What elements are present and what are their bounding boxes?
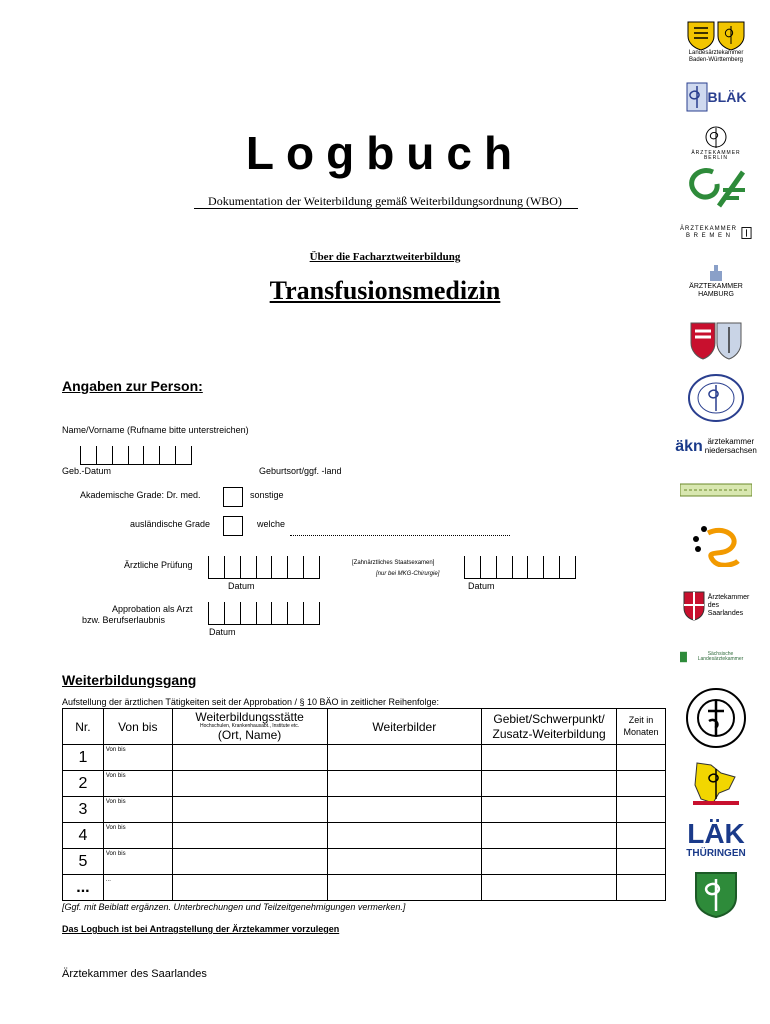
- row-von-bis[interactable]: Von bis: [103, 745, 172, 771]
- bw-label: Landesärztekammer Baden-Württemberg: [688, 50, 744, 63]
- dental-exam-date-label: Datum: [468, 581, 495, 591]
- subtitle: Dokumentation der Weiterbildung gemäß Weiterbildungsordnung (WBO): [208, 194, 562, 208]
- col-site-ort: (Ort, Name): [217, 728, 282, 743]
- row-nr: 3: [63, 797, 104, 823]
- logo-rheinland-pfalz-icon: [680, 520, 752, 570]
- row-time-cell[interactable]: [617, 823, 666, 849]
- row-time-cell[interactable]: [617, 745, 666, 771]
- subtitle-underline: [194, 208, 578, 209]
- hamburg-label-1: ÄRZTEKAMMER: [689, 283, 743, 291]
- foreign-degree-checkbox[interactable]: [223, 516, 243, 536]
- exam-date-field[interactable]: [208, 556, 320, 579]
- col-site-title: Weiterbildungsstätte: [195, 710, 304, 725]
- dental-exam-label: [Zahnärztliches Staatsexamen]: [352, 560, 435, 566]
- logo-aekn: [675, 430, 757, 464]
- logo-bremen: [680, 218, 752, 248]
- table-row[interactable]: [63, 771, 666, 797]
- academic-other-label: sonstige: [250, 490, 284, 500]
- page-title: Logbuch: [245, 127, 525, 179]
- row-time-cell[interactable]: [617, 875, 666, 901]
- logo-schleswig-holstein: [680, 758, 752, 808]
- sachsen-crest-icon: [680, 651, 687, 663]
- row-site-cell[interactable]: [172, 823, 327, 849]
- col-time-2: Monaten: [623, 726, 659, 737]
- sachsen-anhalt-seal-icon: [685, 687, 747, 749]
- row-area-cell[interactable]: [482, 823, 617, 849]
- row-site-cell[interactable]: [172, 797, 327, 823]
- specialty-title: Transfusionsmedizin: [269, 276, 501, 305]
- row-trainer-cell[interactable]: [327, 849, 482, 875]
- foreign-degree-label: ausländische Grade: [130, 519, 211, 529]
- row-site-cell[interactable]: [172, 875, 327, 901]
- table-row[interactable]: [63, 797, 666, 823]
- row-area-cell[interactable]: [482, 745, 617, 771]
- logo-brandenburg-icon: [680, 164, 752, 214]
- col-time-1: Zeit in: [628, 714, 654, 725]
- nordrhein-banner-icon: [680, 482, 752, 500]
- saar-text: [708, 594, 750, 617]
- row-area-cell[interactable]: [482, 797, 617, 823]
- col-area-1: Gebiet/Schwerpunkt/: [493, 712, 605, 727]
- table-row[interactable]: [63, 823, 666, 849]
- bremen-key-icon: [741, 226, 752, 240]
- bremen-text: [680, 226, 737, 239]
- table-row[interactable]: [63, 849, 666, 875]
- row-trainer-cell[interactable]: [327, 797, 482, 823]
- row-trainer-cell[interactable]: [327, 745, 482, 771]
- col-trainer: Weiterbilder: [327, 709, 482, 745]
- logo-saarland: [680, 586, 752, 626]
- foreign-which-label: welche: [257, 519, 286, 529]
- logo-baden-wuerttemberg: [680, 14, 752, 70]
- row-von-bis[interactable]: Von bis: [103, 771, 172, 797]
- submit-note: Das Logbuch ist bei Antragstellung der Ärztekammer vorzulegen: [62, 924, 340, 934]
- training-intro: Aufstellung der ärztlichen Tätigkeiten seit der Approbation / § 10 BÄO in zeitlicher Reihenfolge:: [62, 697, 440, 707]
- col-area: [482, 709, 617, 745]
- row-time-cell[interactable]: [617, 849, 666, 875]
- approbation-date-label: Datum: [209, 627, 236, 637]
- issuer-footer: Ärztekammer des Saarlandes: [62, 968, 207, 980]
- col-von-bis: Von bis: [103, 709, 172, 745]
- col-site: [172, 709, 327, 745]
- row-trainer-cell[interactable]: [327, 875, 482, 901]
- exam-label: Ärztliche Prüfung: [124, 560, 193, 570]
- hessen-crest-icon: [687, 321, 745, 361]
- row-area-cell[interactable]: [482, 849, 617, 875]
- aekn-label-2: ärztekammer: [707, 437, 755, 447]
- table-header-row: [63, 709, 666, 745]
- logo-berlin: [680, 124, 752, 162]
- blaek-crest-icon: [686, 82, 708, 112]
- saar-label-3: Saarlandes: [707, 609, 744, 617]
- sh-map-icon: [689, 759, 743, 807]
- birthplace-label: Geburtsort/ggf. -land: [259, 466, 342, 476]
- aekn-label-3: niedersachsen: [704, 446, 757, 455]
- dr-med-checkbox[interactable]: [223, 487, 243, 507]
- rlp-swirl-icon: [688, 523, 744, 567]
- row-nr: 1: [63, 745, 104, 771]
- thueringen-abbrev: LÄK: [687, 817, 745, 849]
- logo-westfalen-lippe: [680, 870, 752, 920]
- logo-hessen: [680, 318, 752, 364]
- bremen-label-1: ÄRZTEKAMMER: [680, 226, 738, 233]
- row-von-bis[interactable]: Von bis: [103, 823, 172, 849]
- dental-exam-note: [nur bei MKG-Chirurgie]: [376, 571, 440, 577]
- table-row[interactable]: [63, 745, 666, 771]
- table-note: [Ggf. mit Beiblatt ergänzen. Unterbrechungen und Teilzeitgenehmigungen vermerken.]: [62, 902, 406, 912]
- row-von-bis[interactable]: Von bis: [103, 797, 172, 823]
- row-trainer-cell[interactable]: [327, 823, 482, 849]
- row-site-cell[interactable]: [172, 745, 327, 771]
- logo-thueringen: [680, 814, 752, 864]
- row-area-cell[interactable]: [482, 875, 617, 901]
- blaek-label: BLÄK: [707, 89, 747, 105]
- mv-seal-icon: [687, 373, 745, 423]
- dental-exam-date-field[interactable]: [464, 556, 576, 579]
- hamburg-castle-icon: [708, 263, 724, 283]
- row-nr: 5: [63, 849, 104, 875]
- saar-label-1: Ärztekammer: [707, 594, 750, 602]
- brandenburg-mark-icon: [683, 166, 749, 212]
- row-von-bis[interactable]: Von bis: [103, 849, 172, 875]
- foreign-which-field[interactable]: [290, 535, 510, 536]
- person-section-title: Angaben zur Person:: [62, 378, 203, 394]
- logo-hamburg: [680, 258, 752, 304]
- row-site-cell[interactable]: [172, 849, 327, 875]
- approbation-date-field[interactable]: [208, 602, 320, 625]
- col-area-2: Zusatz-Weiterbildung: [492, 726, 606, 741]
- training-table: [62, 708, 666, 901]
- academic-label: Akademische Grade: Dr. med.: [80, 490, 201, 500]
- about-heading: Über die Facharztweiterbildung: [309, 251, 461, 263]
- row-nr: ...: [63, 875, 104, 901]
- logo-sachsen: [680, 646, 752, 668]
- thueringen-label: THÜRINGEN: [686, 847, 746, 859]
- sachsen-label: Sächsische Landesärztekammer: [697, 650, 744, 662]
- hamburg-label-2: HAMBURG: [698, 291, 734, 298]
- training-section-title: Weiterbildungsgang: [62, 672, 197, 688]
- logo-sachsen-anhalt: [680, 686, 752, 750]
- saar-crest-icon: [683, 591, 705, 621]
- row-time-cell[interactable]: [617, 797, 666, 823]
- row-trainer-cell[interactable]: [327, 771, 482, 797]
- row-nr: 2: [63, 771, 104, 797]
- saar-label-2: des: [707, 602, 719, 610]
- logo-blaek: [680, 80, 752, 114]
- col-time: [617, 709, 666, 745]
- exam-date-label: Datum: [228, 581, 255, 591]
- row-site-cell[interactable]: [172, 771, 327, 797]
- aekn-abbrev: äkn: [675, 438, 703, 455]
- aekn-text: [705, 438, 757, 456]
- row-nr: 4: [63, 823, 104, 849]
- approbation-label-2: bzw. Berufserlaubnis: [82, 615, 166, 625]
- table-row[interactable]: [63, 875, 666, 901]
- bw-crest-icon: [684, 20, 748, 50]
- col-site-sub: Hochschulen, Krankenhausabt., Institute etc.: [199, 722, 300, 729]
- row-time-cell[interactable]: [617, 771, 666, 797]
- col-nr: Nr.: [63, 709, 104, 745]
- birthdate-label: Geb.-Datum: [62, 466, 112, 476]
- logo-mecklenburg: [680, 372, 752, 424]
- berlin-label: ÄRZTEKAMMER BERLIN: [691, 149, 741, 161]
- name-label: Name/Vorname (Rufname bitte unterstreichen): [62, 425, 249, 435]
- approbation-label-1: Approbation als Arzt: [112, 604, 193, 614]
- birthdate-field[interactable]: [80, 446, 192, 465]
- bremen-label-2: B R E M E N: [686, 233, 732, 239]
- row-area-cell[interactable]: [482, 771, 617, 797]
- row-von-bis[interactable]: ...: [103, 875, 172, 901]
- wl-crest-icon: [694, 871, 738, 919]
- logo-nordrhein-icon: [680, 476, 752, 506]
- berlin-staff-icon: [705, 125, 727, 151]
